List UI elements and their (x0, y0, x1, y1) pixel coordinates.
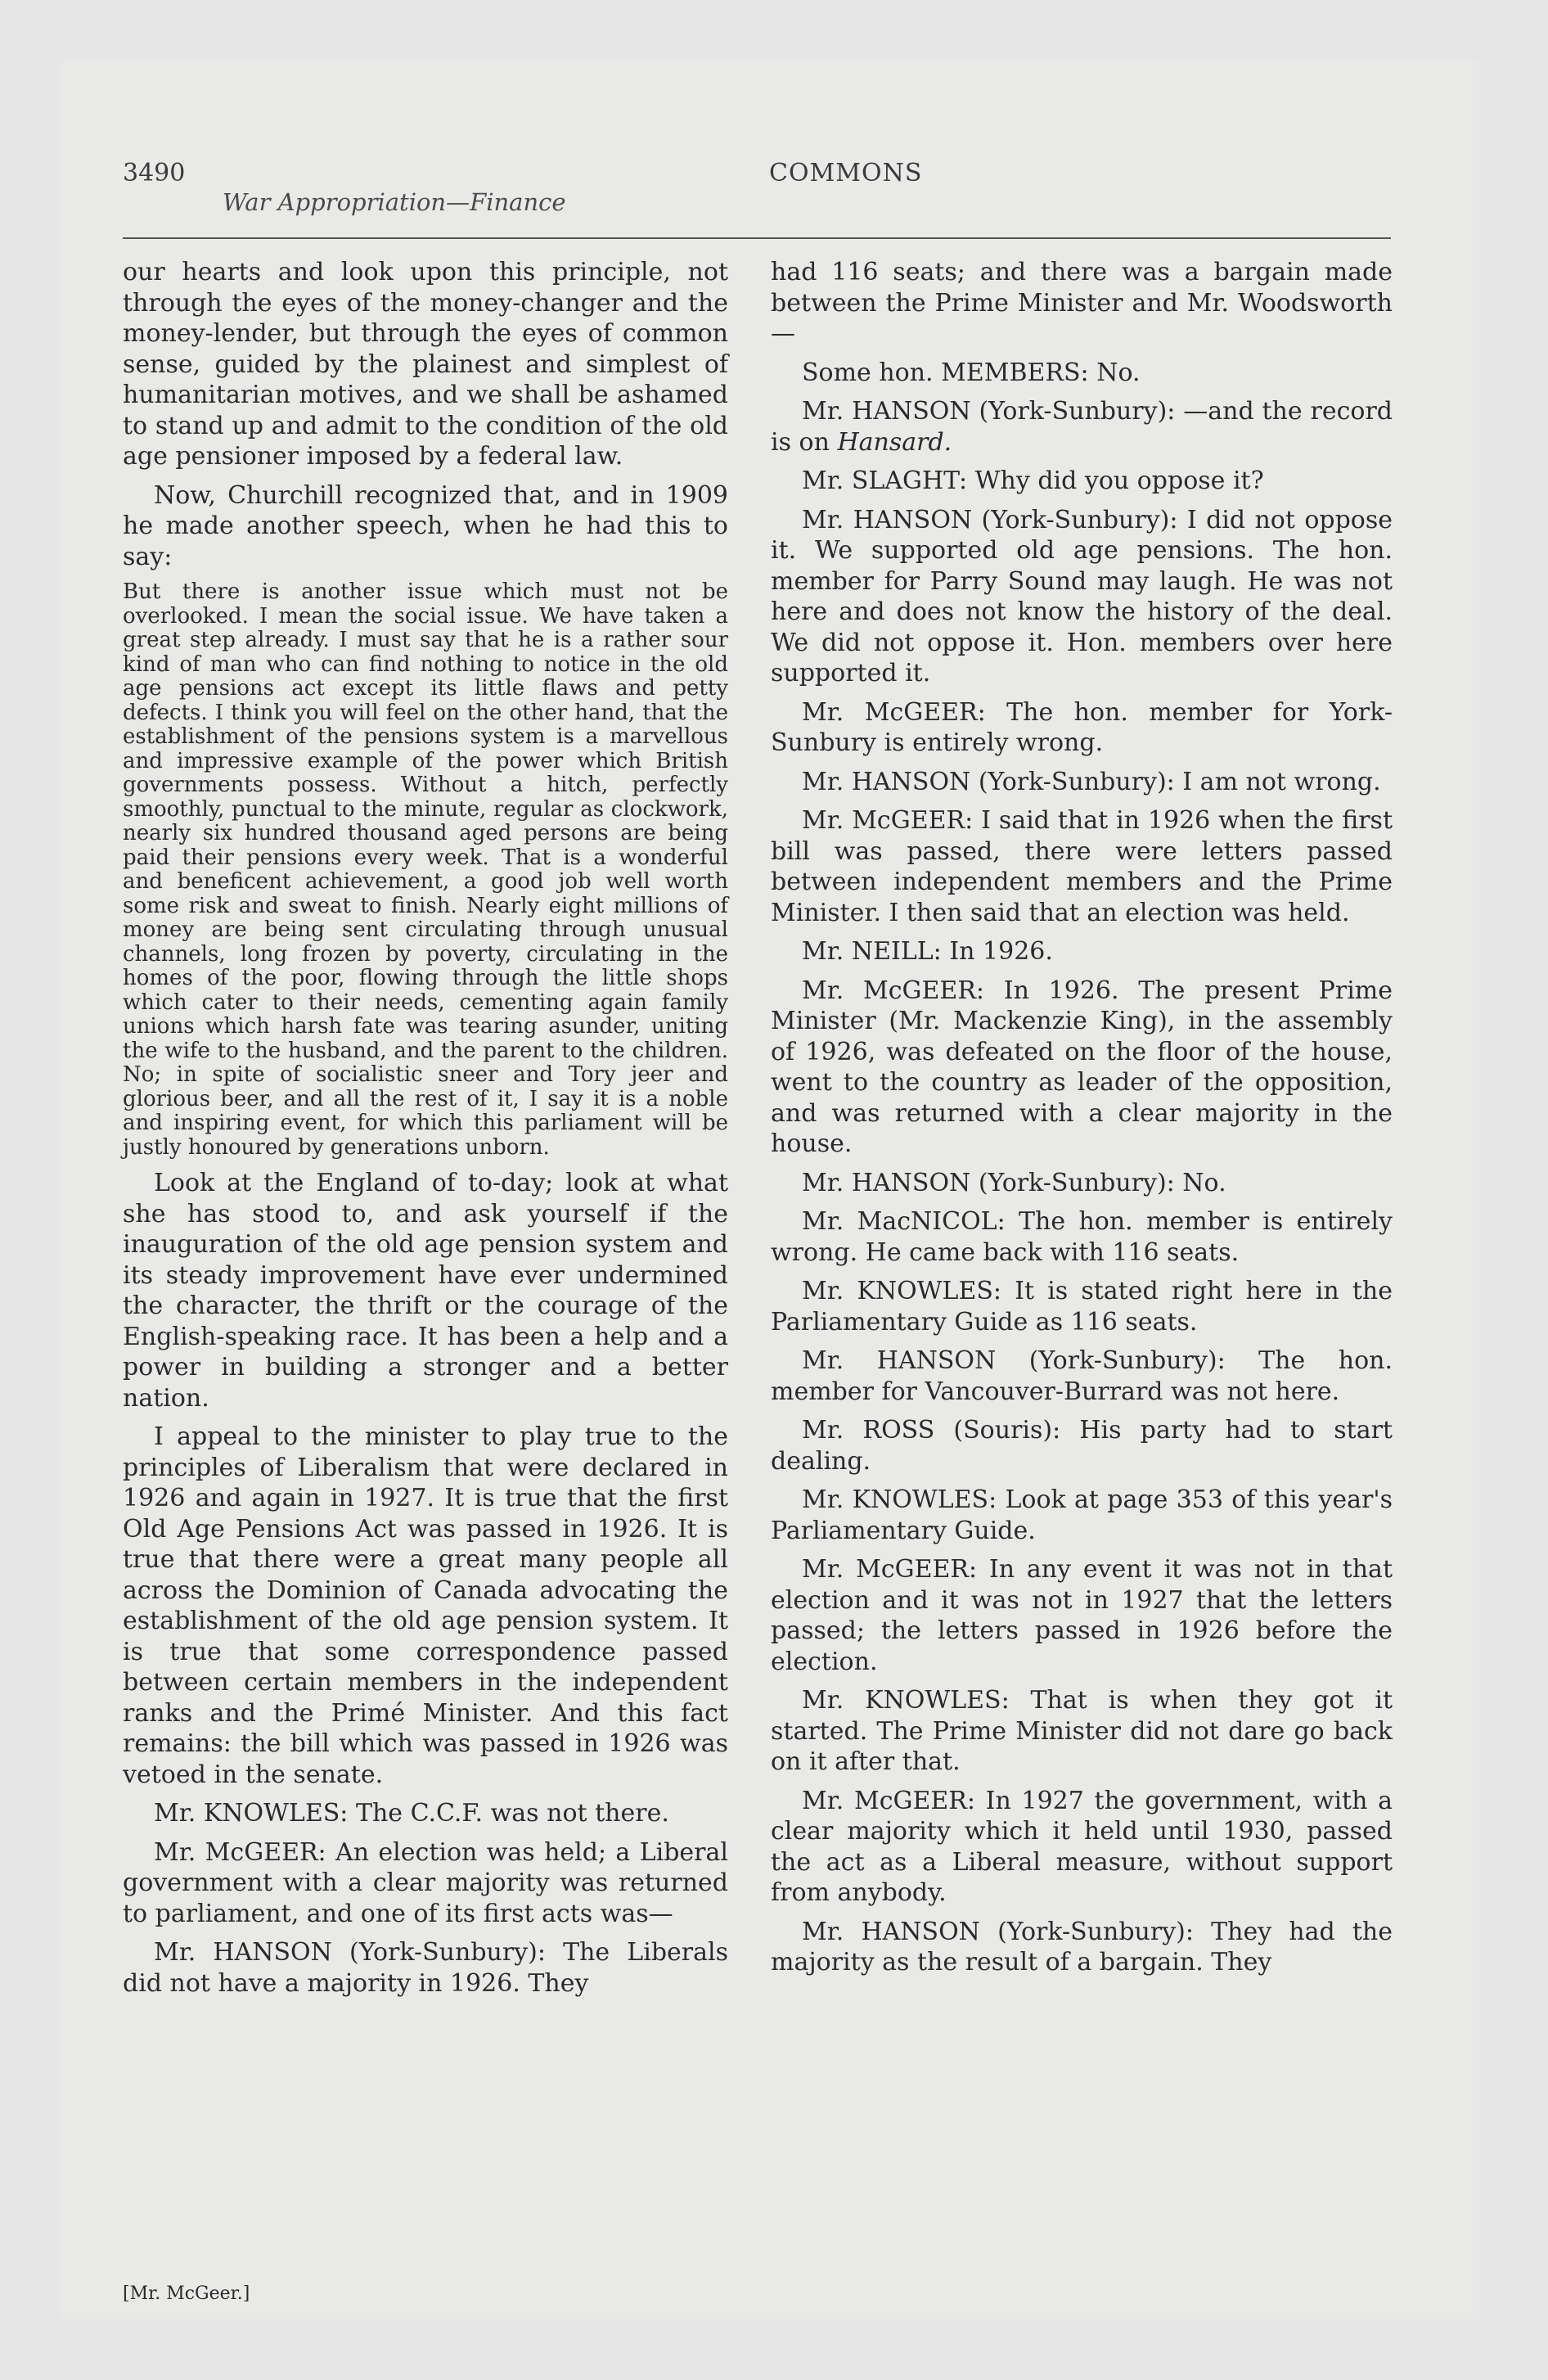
speech: Mr. KNOWLES: Look at page 353 of this year's Parliamentary Guide. (771, 1485, 1393, 1545)
speech: Mr. MacNICOL: The hon. member is entirely wrong. He came back with 116 seats. (771, 1207, 1393, 1267)
speech: Mr. HANSON (York-Sunbury): The hon. member for Vancouver-Burrard was not here. (771, 1346, 1393, 1406)
speech: Mr. McGEER: The hon. member for York-Sunbury is entirely wrong. (771, 697, 1393, 757)
paragraph: Look at the England of to-day; look at what she has stood to, and ask yourself if the inauguration of the old age pension system and its steady improvement have ever undermined the character, the thrift or the courage of the English-speaking race. It has been a help and a power in building a stronger and a better nation. (123, 1169, 728, 1413)
paragraph: our hearts and look upon this principle, not through the eyes of the money-changer and the money-lender, but through the eyes of common sense, guided by the plainest and simplest of humanitarian motives, and we shall be ashamed to stand up and admit to the condition of the old age pensioner imposed by a federal law. (123, 258, 728, 471)
hansard-italic: Hansard. (837, 427, 952, 457)
speech: Mr. KNOWLES: The C.C.F. was not there. (154, 1799, 669, 1828)
speech: Mr. KNOWLES: That is when they got it started. The Prime Minister did not dare go back on it after that. (771, 1686, 1393, 1776)
header-rule (123, 237, 1391, 239)
speech: Mr. McGEER: In 1926. The present Prime Minister (Mr. Mackenzie King), in the assembly of 1926, was defeated on the floor of the house, went to the country as leader of the opposition, and was returned with a clear majority in the house. (771, 976, 1393, 1158)
speech: Mr. NEILL: In 1926. (802, 937, 1053, 966)
speech: Mr. McGEER: An election was held; a Liberal government with a clear majority was returned to parliament, and one of its first acts was— (123, 1837, 728, 1928)
block-quote: But there is another issue which must not be overlooked. I mean the social issue. We have taken a great step already. I must say that he is a rather sour kind of man who can find nothing to notice in the old age pensions act except its little flaws and petty defects. I think you will feel on the other hand, that the establishment of the pensions system is a marvellous and impressive example of the power which British governments possess. Without a hitch, perfectly smoothly, punctual to the minute, regular as clockwork, nearly six hundred thousand aged persons are being paid their pensions every week. That is a wonderful and beneficent achievement, a good job well worth some risk and sweat to finish. Nearly eight millions of money are being sent circulating through unusual channels, long frozen by poverty, circulating in the homes of the poor, flowing through the little shops which cater to their needs, cementing again family unions which harsh fate was tearing asunder, uniting the wife to the husband, and the parent to the children. No; in spite of socialistic sneer and Tory jeer and glorious beer, and all the rest of it, I say it is a noble and inspiring event, for which this parliament will be justly honoured by generations unborn. (123, 579, 728, 1160)
speech: Mr. McGEER: I said that in 1926 when the first bill was passed, there were letters passed between independent members and the Prime Minister. I then said that an election was held. (771, 806, 1393, 927)
section-title: COMMONS (769, 159, 923, 187)
right-column (771, 257, 1393, 1986)
paragraph: had 116 seats; and there was a bargain made between the Prime Minister and Mr. Woodsworth— (771, 258, 1393, 348)
speech: Mr. HANSON (York-Sunbury): I am not wrong. (802, 767, 1381, 796)
paragraph: Now, Churchill recognized that, and in 1909 he made another speech, when he had this to say: (123, 480, 728, 571)
speech: Mr. McGEER: In 1927 the government, with a clear majority which it held until 1930, passed the act as a Liberal measure, without support from anybody. (771, 1786, 1393, 1907)
speech: Mr. SLAGHT: Why did you oppose it? (802, 467, 1264, 495)
speech: Mr. HANSON (York-Sunbury): The Liberals did not have a majority in 1926. They (123, 1938, 728, 1998)
speech: Mr. HANSON (York-Sunbury): No. (802, 1168, 1226, 1197)
speech (771, 396, 1393, 458)
speech: Mr. McGEER: In any event it was not in that election and it was not in 1927 that the letters passed; the letters passed in 1926 before the election. (771, 1555, 1393, 1676)
speech: Some hon. MEMBERS: No. (802, 358, 1141, 387)
page-subtitle: War Appropriation—Finance (223, 188, 566, 216)
page-number: 3490 (123, 159, 186, 187)
footer-note: [Mr. McGeer.] (123, 2283, 250, 2304)
page-header (123, 146, 1391, 224)
speech: Mr. KNOWLES: It is stated right here in the Parliamentary Guide as 116 seats. (771, 1277, 1393, 1336)
speech: Mr. HANSON (York-Sunbury): I did not oppose it. We supported old age pensions. The hon. member for Parry Sound may laugh. He was not here and does not know the history of the deal. We did not oppose it. Hon. members over here supported it. (771, 505, 1393, 687)
speech: Mr. ROSS (Souris): His party had to start dealing. (771, 1416, 1393, 1476)
left-column (123, 257, 728, 2007)
speech: Mr. HANSON (York-Sunbury): They had the majority as the result of a bargain. They (771, 1917, 1393, 1977)
paragraph: I appeal to the minister to play true to the principles of Liberalism that were declared in 1926 and again in 1927. It is true that the first Old Age Pensions Act was passed in 1926. It is true that there were a great many people all across the Dominion of Canada advocating the establishment of the old age pension system. It is true that some correspondence passed between certain members in the independent ranks and the Primé Minister. And this fact remains: the bill which was passed in 1926 was vetoed in the senate. (123, 1422, 728, 1789)
speech-text: Mr. HANSON (York-Sunbury): —and the record is on (771, 397, 1393, 457)
